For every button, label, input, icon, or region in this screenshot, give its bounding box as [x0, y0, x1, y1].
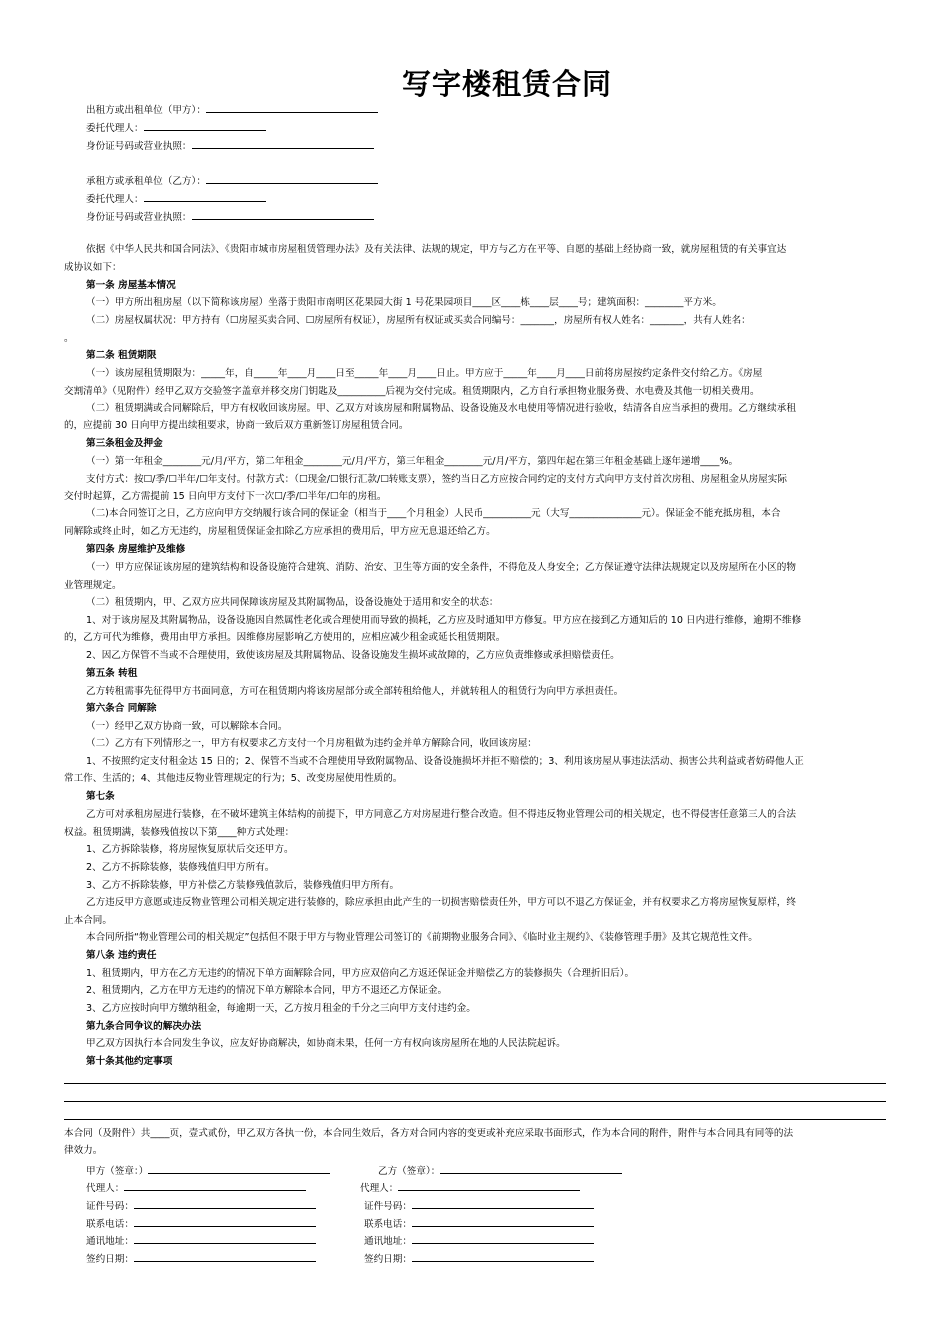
party-a-phone: 联系电话：	[86, 1216, 316, 1231]
party-b-phone: 联系电话：	[364, 1216, 594, 1231]
article-7-option-1: 1、乙方拆除装修，将房屋恢复原状后交还甲方。	[86, 844, 294, 855]
lessor-line: 出租方或出租单位（甲方）：	[86, 102, 378, 117]
article-3-clause-2: （二)本合同签订之日，乙方应向甲方交纳履行该合同的保证金（相当于____个月租金）人民币__________元（大写_______________元）。保证金不能充抵房租，本合	[86, 508, 781, 519]
party-b-signature: 乙方（签章）：	[378, 1163, 622, 1178]
article-4-clause-1-cont: 业管理规定。	[64, 580, 122, 591]
lessor-id-line: 身份证号码或营业执照：	[86, 138, 374, 153]
party-a-agent: 代理人：	[86, 1180, 306, 1195]
article-2-clause-2-cont: 的，应提前 30 日向甲方提出续租要求，协商一致后双方重新签订房屋租赁合同。	[64, 420, 409, 431]
party-a-signature: 甲方（签章：）	[86, 1163, 330, 1178]
article-7-text-cont: 权益。租赁期满，装修残值按以下第____种方式处理：	[64, 827, 295, 838]
article-6-clause-2: （二）乙方有下列情形之一，甲方有权要求乙方支付一个月房租做为违约金并单方解除合同，收回该房屋：	[86, 738, 537, 749]
article-4-clause-2: （二）租赁期内，甲、乙双方应共同保障该房屋及其附属物品，设备设施处于适用和安全的状态：	[86, 597, 499, 608]
article-4-heading: 第四条 房屋维护及维修	[86, 544, 186, 555]
article-1-heading: 第一条 房屋基本情况	[86, 280, 176, 291]
article-1-clause-2: （二）房屋权属状况：甲方持有（☐房屋买卖合同、☐房屋所有权证），房屋所有权证或买卖合同编号：_______，房屋所有权人姓名：_______，共有人姓名：	[86, 315, 751, 326]
page-title: 写字楼租赁合同	[401, 67, 612, 101]
article-9-heading: 第九条合同争议的解决办法	[86, 1021, 202, 1032]
article-2-heading: 第二条 租赁期限	[86, 350, 157, 361]
blank-line	[64, 1119, 886, 1120]
article-6-items: 1、不按照约定支付租金达 15 日的；2、保管不当或不合理使用导致附属物品、设备设施损坏并拒不赔偿的；3、利用该房屋从事违法活动、损害公共利益或者妨碍他人正	[86, 756, 804, 767]
article-8-item-2: 2、租赁期内，乙方在甲方无违约的情况下单方解除本合同，甲方不退还乙方保证金。	[86, 985, 448, 996]
party-b-date: 签约日期：	[364, 1251, 594, 1266]
article-7-heading: 第七条	[86, 791, 115, 802]
party-a-address: 通讯地址：	[86, 1233, 316, 1248]
article-6-items-cont: 常工作、生活的；4、其他违反物业管理规定的行为；5、改变房屋使用性质的。	[64, 773, 403, 784]
article-3-payment-cont: 交付时起算，乙方需提前 15 日向甲方支付下一次☐/季/☐半年/☐年的房租。	[64, 491, 387, 502]
party-b-address: 通讯地址：	[364, 1233, 594, 1248]
party-a-id: 证件号码：	[86, 1198, 316, 1213]
article-4-clause-1: （一）甲方应保证该房屋的建筑结构和设备设施符合建筑、消防、治安、卫生等方面的安全条件，不得危及人身安全；乙方保证遵守法律法规规定以及房屋所在小区的物	[86, 562, 796, 573]
article-7-violation: 乙方违反甲方意愿或违反物业管理公司相关规定进行装修的，除应承担由此产生的一切损害赔偿责任外，甲方可以不退乙方保证金，并有权要求乙方将房屋恢复原样，终	[86, 897, 796, 908]
article-2-clause-1: （一）该房屋租赁期限为：_____年，自_____年____月____日至_____年____月____日止。甲方应于_____年____月____日前将房屋按约定条件交付给乙方。《房屋	[86, 368, 763, 379]
article-8-item-1: 1、租赁期内，甲方在乙方无违约的情况下单方面解除合同，甲方应双倍向乙方返还保证金并赔偿乙方的装修损失（合理折旧后）。	[86, 968, 635, 979]
article-3-clause-1: （一）第一年租金________元/月/平方，第二年租金________元/月/平方，第三年租金________元/月/平方，第四年起在第三年租金基础上逐年递增____%。	[86, 456, 739, 467]
article-3-payment: 支付方式：按☐/季/☐半年/☐年支付。付款方式：（☐现金/☐银行汇款/☐转账支票），签约当日乙方应按合同约定的支付方式向甲方支付首次房租、房屋租金从房屋实际	[86, 474, 787, 485]
party-a-date: 签约日期：	[86, 1251, 316, 1266]
blank-line	[64, 1083, 886, 1084]
preamble-cont: 成协议如下：	[64, 262, 122, 273]
article-6-heading: 第六条合 同解除	[86, 703, 157, 714]
preamble: 依据《中华人民共和国合同法》、《贵阳市城市房屋租赁管理办法》及有关法律、法规的规定，甲方与乙方在平等、自愿的基础上经协商一致，就房屋租赁的有关事宜达	[86, 244, 787, 255]
article-7-text: 乙方可对承租房屋进行装修，在不破坏建筑主体结构的前提下，甲方同意乙方对房屋进行整合改造。但不得违反物业管理公司的相关规定，也不得侵害任意第三人的合法	[86, 809, 796, 820]
lessee-agent-line: 委托代理人：	[86, 191, 266, 206]
party-b-id: 证件号码：	[364, 1198, 594, 1213]
blank-line	[64, 1101, 886, 1102]
article-1-clause-2-cont: 。	[64, 333, 74, 344]
party-b-agent: 代理人：	[360, 1180, 580, 1195]
article-6-clause-1: （一）经甲乙双方协商一致，可以解除本合同。	[86, 721, 288, 732]
article-9-text: 甲乙双方因执行本合同发生争议，应友好协商解决，如协商未果，任何一方有权向该房屋所在地的人民法院起诉。	[86, 1038, 566, 1049]
article-5-text: 乙方转租需事先征得甲方书面同意，方可在租赁期内将该房屋部分或全部转租给他人，并就转租人的租赁行为向甲方承担责任。	[86, 686, 624, 697]
article-1-clause-1: （一）甲方所出租房屋（以下简称该房屋）坐落于贵阳市南明区花果园大街 1 号花果园项目____区____栋____层____号；建筑面积：________平方米。	[86, 297, 722, 308]
lessee-id-line: 身份证号码或营业执照：	[86, 209, 374, 224]
closing-text-cont: 律效力。	[64, 1145, 103, 1156]
article-3-clause-2-cont: 同解除或终止时，如乙方无违约，房屋租赁保证金扣除乙方应承担的费用后，甲方应无息退还给乙方。	[64, 526, 496, 537]
article-4-item-2: 2、因乙方保管不当或不合理使用，致使该房屋及其附属物品、设备设施发生损坏或故障的，乙方应负责维修或承担赔偿责任。	[86, 650, 620, 661]
article-4-item-1-cont: 的，乙方可代为维修，费用由甲方承担。因维修房屋影响乙方使用的，应相应减少租金或延长租赁期限。	[64, 632, 506, 643]
article-2-clause-2: （二）租赁期满或合同解除后，甲方有权收回该房屋。甲、乙双方对该房屋和附属物品、设备设施及水电使用等情况进行验收，结清各自应当承担的费用。乙方继续承租	[86, 403, 796, 414]
lessor-agent-line: 委托代理人：	[86, 120, 266, 135]
article-7-option-3: 3、乙方不拆除装修，甲方补偿乙方装修残值款后，装修残值归甲方所有。	[86, 880, 400, 891]
article-3-heading: 第三条租金及押金	[86, 438, 163, 449]
article-5-heading: 第五条 转租	[86, 668, 138, 679]
article-8-heading: 第八条 违约责任	[86, 950, 157, 961]
article-10-heading: 第十条其他约定事项	[86, 1056, 173, 1067]
article-7-violation-cont: 止本合同。	[64, 915, 112, 926]
article-7-option-2: 2、乙方不拆除装修，装修残值归甲方所有。	[86, 862, 275, 873]
article-7-definition: 本合同所指“物业管理公司的相关规定”包括但不限于甲方与物业管理公司签订的《前期物业服务合同》、《临时业主规约》、《装修管理手册》及其它规范性文件。	[86, 932, 758, 943]
article-4-item-1: 1、对于该房屋及其附属物品，设备设施因自然属性老化或合理使用而导致的损耗，乙方应及时通知甲方修复。甲方应在接到乙方通知后的 10 日内进行维修，逾期不维修	[86, 615, 802, 626]
article-8-item-3: 3、乙方应按时向甲方缴纳租金，每逾期一天，乙方按月租金的千分之三向甲方支付违约金。	[86, 1003, 476, 1014]
article-2-clause-1-cont: 交割清单》（见附件）经甲乙双方交验签字盖章并移交房门钥匙及__________后视为交付完成。租赁期限内，乙方自行承担物业服务费、水电费及其他一切相关费用。	[64, 386, 760, 397]
lessee-line: 承租方或承租单位（乙方）：	[86, 173, 378, 188]
closing-text: 本合同（及附件）共____页，壹式贰份，甲乙双方各执一份，本合同生效后，各方对合同内容的变更或补充应采取书面形式，作为本合同的附件，附件与本合同具有同等的法	[64, 1128, 794, 1139]
